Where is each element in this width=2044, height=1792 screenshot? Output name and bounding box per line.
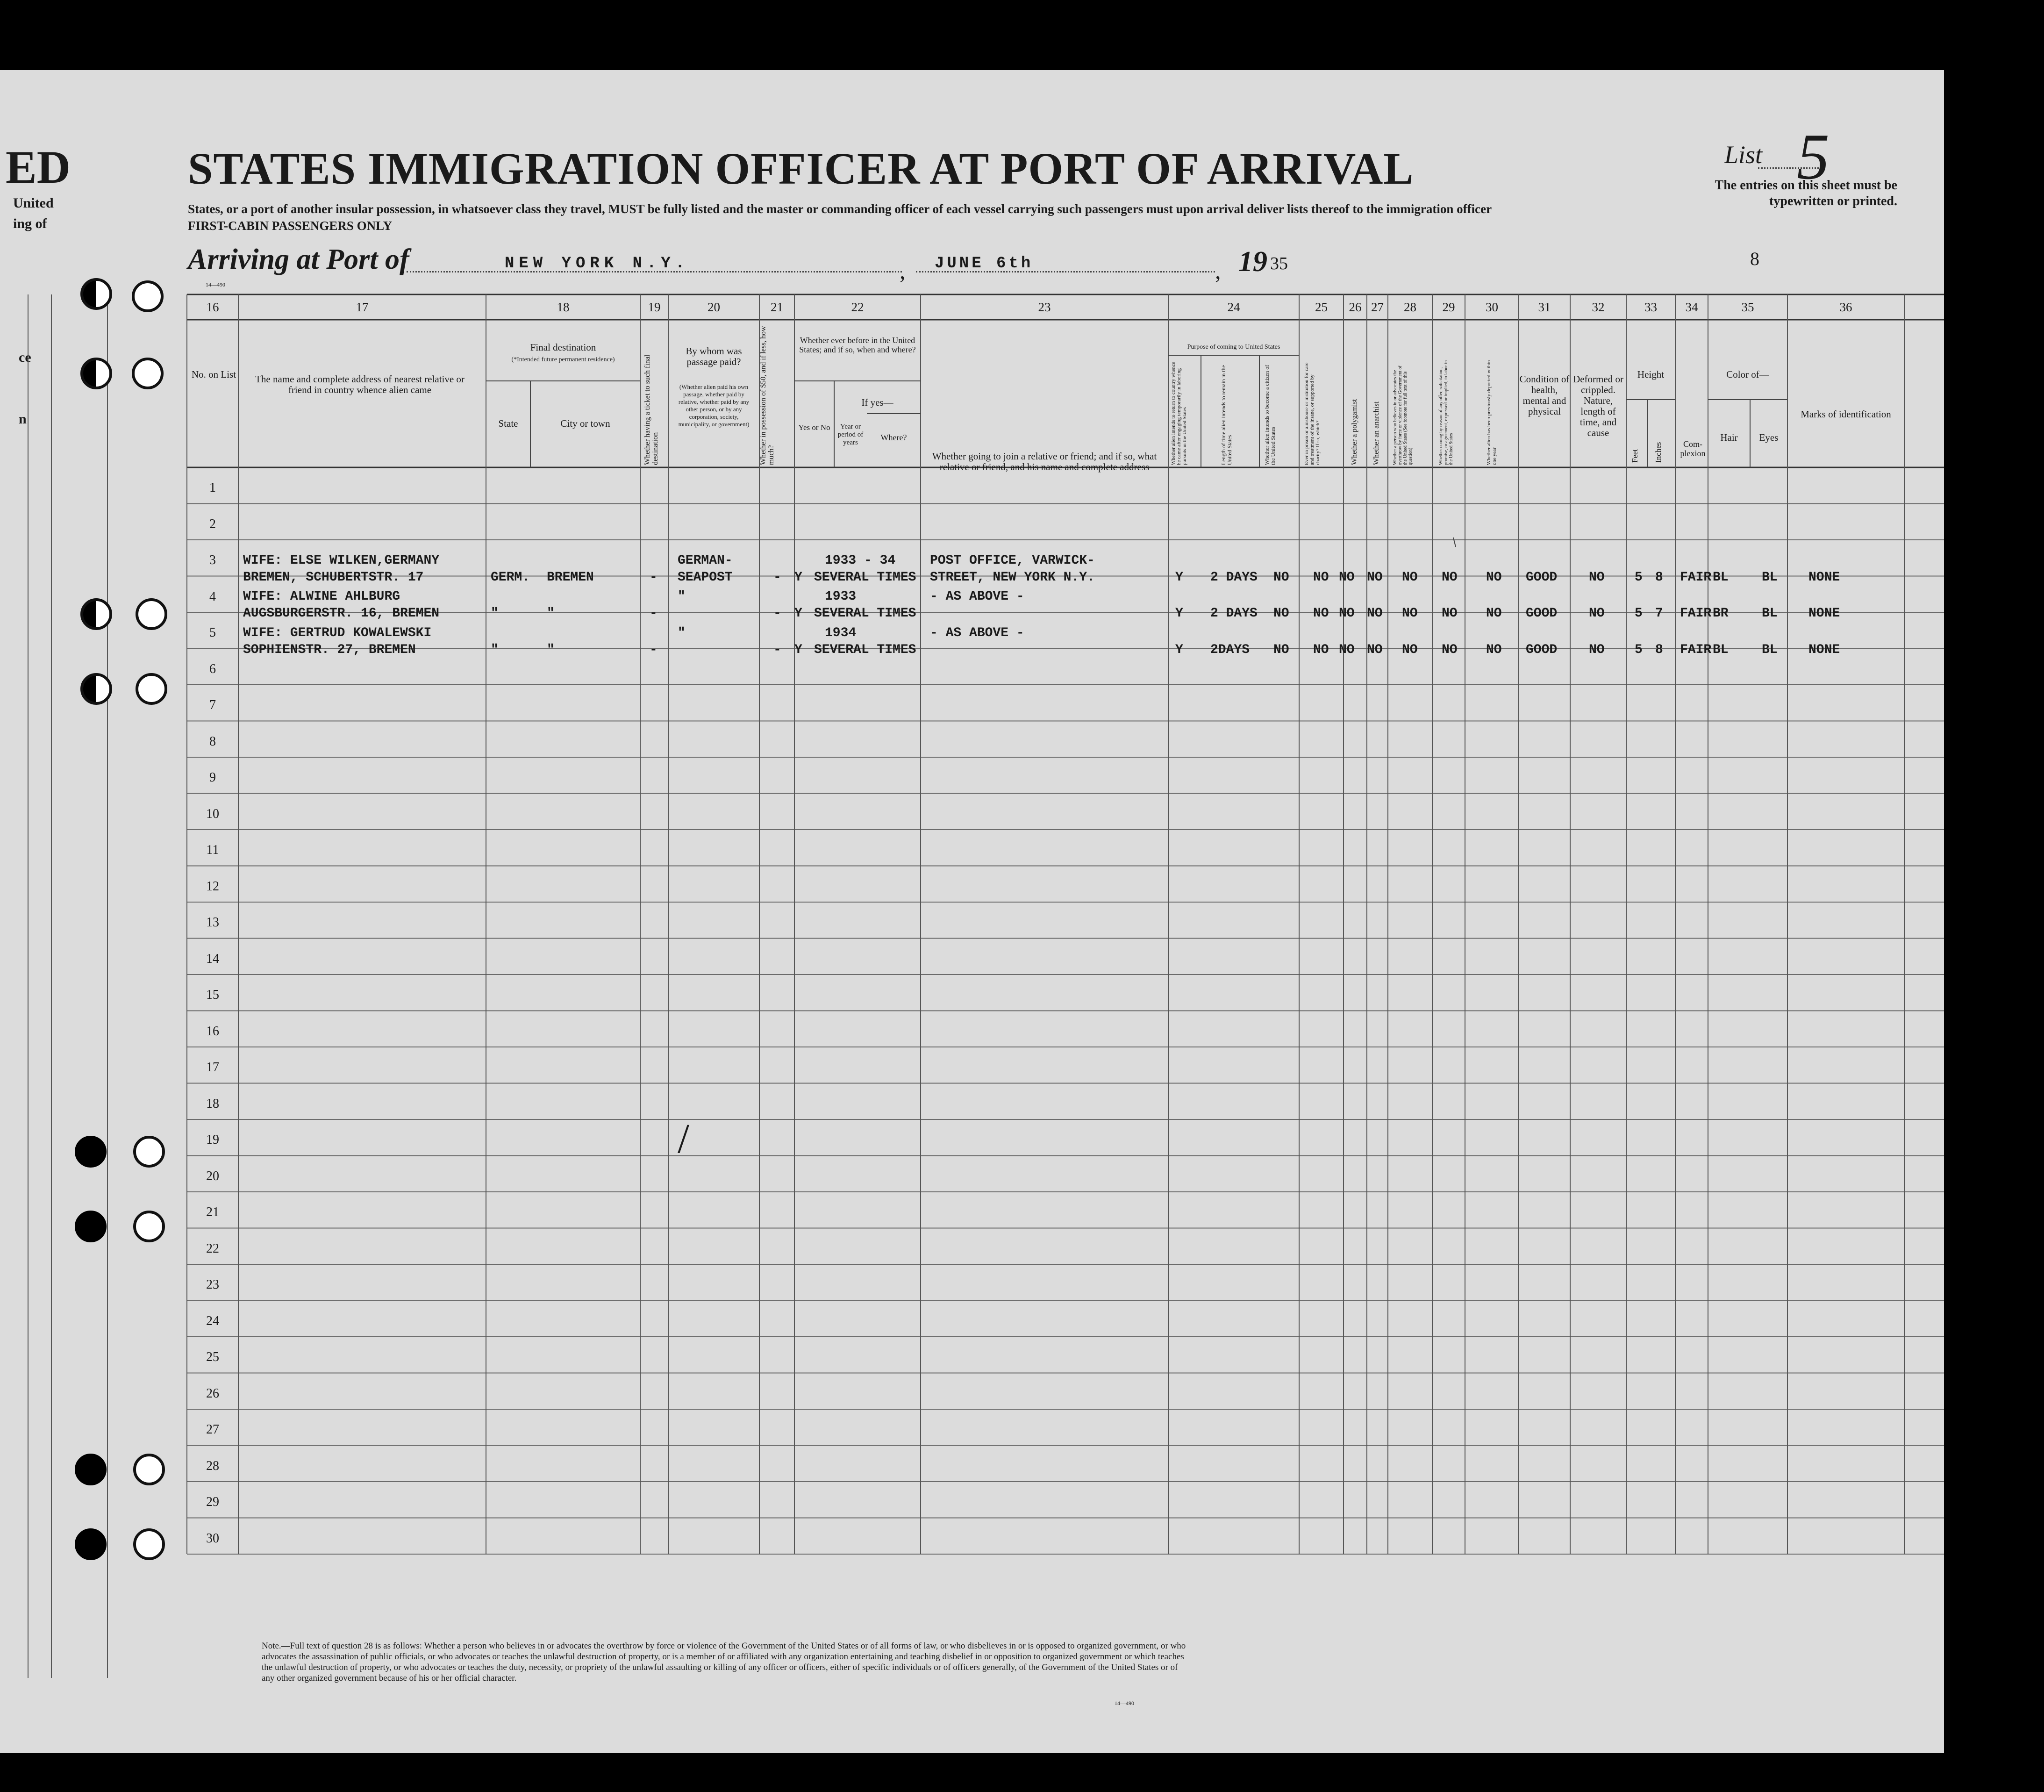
entry-marks: NONE — [1808, 570, 1840, 585]
entry-passage-paid: GERMAN- — [678, 553, 733, 568]
manifest-page — [0, 70, 1944, 1753]
entry-join-relative: - AS ABOVE - — [930, 589, 1024, 604]
row-number: 5 — [209, 625, 216, 640]
header-purpose-length: Length of time alien intends to remain in the United States — [1220, 365, 1233, 465]
column-number: 28 — [1404, 300, 1416, 314]
left-fragment-ing-of: ing of — [13, 216, 47, 231]
port-value: NEW YORK N.Y. — [505, 255, 690, 272]
header-prison: Ever in prison or almshouse or institution for care and treatment of the insane, or supported by charity? If so, which? — [1304, 362, 1321, 465]
header-yes-no: Yes or No — [798, 423, 830, 432]
row-number: 23 — [206, 1277, 219, 1292]
entry-complexion: FAIR — [1680, 606, 1712, 621]
row-number: 1 — [209, 480, 216, 495]
entry-passage-paid: " — [678, 626, 686, 640]
entry-prison: NO — [1313, 570, 1329, 585]
row-number: 18 — [206, 1096, 219, 1111]
header-passage-paid-sub: (Whether alien paid his own passage, whether paid by relative, whether paid by any other person, or by any corporation, society, municipality, or government) — [678, 383, 750, 428]
entry-ticket: - — [650, 570, 658, 585]
entry-where: SEVERAL TIMES — [814, 643, 916, 657]
entry-length-of-stay: 2 DAYS — [1210, 606, 1258, 621]
left-fragment-united: United — [13, 195, 54, 211]
entry-deported: NO — [1486, 570, 1502, 585]
header-hair: Hair — [1720, 432, 1738, 443]
column-number: 31 — [1538, 300, 1551, 314]
stray-mark: / — [678, 1116, 690, 1162]
header-final-destination: Final destination — [530, 342, 596, 353]
column-number: 25 — [1315, 300, 1328, 314]
entry-deformed: NO — [1589, 570, 1605, 585]
header-marks: Marks of identification — [1801, 409, 1891, 420]
page-title: STATES IMMIGRATION OFFICER AT PORT OF ARRIVAL — [188, 143, 1414, 194]
year-prefix: 19 — [1238, 246, 1267, 278]
row-number: 9 — [209, 770, 216, 785]
entry-money: - — [773, 606, 781, 621]
punch-hole — [133, 1454, 165, 1485]
header-purpose: Purpose of coming to United States — [1187, 344, 1280, 351]
footnote-question-28: Note.—Full text of question 28 is as follows: Whether a person who believes in or advocates the overthrow by force or violence of the Government of the United States or of all forms of law, or who disbelieves in or is opposed to organized government, or who advocates the assassination of public officials, or who advocates or teaches the unlawful destruction of property, or is a member of or affiliated with any organization entertaining and teaching disbelief in or opposition to organized government or which teaches the unlawful destruction of property, or who advocates or teaches the duty, necessity, or propriety of the unlawful assaulting or killing of any officer or officers, either of specific individuals or of officers generally, of the Government of the United States or of any other organized government because of his or her official character. — [262, 1641, 1186, 1683]
entry-eyes: BL — [1762, 606, 1778, 621]
comma-1: , — [900, 258, 906, 284]
entry-ever-before: Y — [794, 643, 802, 657]
entry-complexion: FAIR — [1680, 570, 1712, 585]
header-complexion: Com-plexion — [1680, 439, 1706, 458]
form-code-bottom: 14—490 — [1115, 1700, 1134, 1706]
entry-prison: NO — [1313, 606, 1329, 621]
entry-anarchist: NO — [1367, 570, 1383, 585]
header-join-relative: Whether going to join a relative or friend; and if so, what relative or friend, and his name and complete address — [932, 451, 1157, 473]
column-number: 17 — [356, 300, 369, 314]
entry-inches: 8 — [1655, 643, 1663, 657]
entry-city: " — [547, 643, 555, 657]
entry-length-of-stay: 2DAYS — [1210, 643, 1250, 657]
entry-polygamist: NO — [1339, 606, 1355, 621]
row-number: 19 — [206, 1133, 219, 1147]
form-code-top: 14—490 — [206, 281, 225, 288]
header-q29: Whether coming by reason of any offer, solicitation, promise, or agreement, expressed or implied, to labor in the United States — [1438, 360, 1454, 465]
entry-relative-address: AUGSBURGERSTR. 16, BREMEN — [243, 606, 440, 621]
row-number: 7 — [209, 698, 216, 712]
entry-length-of-stay: 2 DAYS — [1210, 570, 1258, 585]
entry-q29: NO — [1442, 570, 1458, 585]
entry-hair: BL — [1713, 643, 1729, 657]
header-no-on-list: No. on List — [192, 369, 236, 380]
entry-where: SEVERAL TIMES — [814, 570, 916, 585]
row-number: 26 — [206, 1386, 219, 1401]
entry-ever-before: Y — [794, 570, 802, 585]
row-number: 25 — [206, 1350, 219, 1364]
entry-passage-paid-2: SEAPOST — [678, 570, 733, 585]
header-passage-paid: By whom was passage paid? — [686, 345, 742, 367]
row-number: 4 — [209, 589, 216, 604]
header-state: State — [498, 418, 518, 429]
punch-hole — [75, 1454, 107, 1485]
row-number: 12 — [206, 879, 219, 894]
row-number: 29 — [206, 1495, 219, 1509]
entry-relative-address: SOPHIENSTR. 27, BREMEN — [243, 643, 416, 657]
date-value: JUNE 6th — [935, 255, 1034, 272]
column-number: 32 — [1592, 300, 1605, 314]
header-year-period: Year or period of years — [837, 423, 864, 446]
header-ever-before: Whether ever before in the United States; and if so, when and where? — [799, 336, 916, 354]
header-nearest-relative: The name and complete address of nearest relative or friend in country whence alien came — [255, 373, 465, 395]
column-number: 19 — [648, 300, 661, 314]
arriving-label: Arriving at Port of — [188, 244, 409, 275]
punch-hole — [80, 358, 112, 389]
row-number: 3 — [209, 553, 216, 567]
column-number: 33 — [1644, 300, 1657, 314]
header-purpose-return: Whether alien intends to return to country whence he came after engaging temporarily in laboring pursuits in the United States — [1171, 362, 1187, 465]
header-q28: Whether a person who believes in or advocates the overthrow by force or violence of the Government of the United States (See footnote for full text of this question) — [1393, 366, 1413, 465]
row-number: 28 — [206, 1458, 219, 1473]
header-eyes: Eyes — [1759, 432, 1779, 443]
entry-relative-name: WIFE: ALWINE AHLBURG — [243, 589, 400, 604]
header-height: Height — [1637, 369, 1665, 380]
entry-relative-address: BREMEN, SCHUBERTSTR. 17 — [243, 570, 424, 585]
entry-health: GOOD — [1526, 570, 1558, 585]
column-number: 35 — [1741, 300, 1754, 314]
intro-text: States, or a port of another insular possession, in whatsoever class they travel, MUST be fully listed and the master or commanding officer of each vessel carrying such passengers must upon arrival deliver lists thereof to the immigration officer — [188, 202, 1492, 216]
entry-state: GERM. — [491, 570, 530, 585]
entry-marks: NONE — [1808, 643, 1840, 657]
column-number: 29 — [1442, 300, 1455, 314]
header-feet: Feet — [1630, 449, 1639, 463]
entry-polygamist: NO — [1339, 643, 1355, 657]
header-inches: Inches — [1654, 442, 1663, 463]
entry-state: " — [491, 606, 499, 621]
entry-citizen: NO — [1273, 570, 1289, 585]
entry-relative-name: WIFE: GERTRUD KOWALEWSKI — [243, 626, 432, 640]
punch-hole — [132, 358, 164, 389]
entry-q29: NO — [1442, 606, 1458, 621]
column-number: 30 — [1486, 300, 1498, 314]
entry-relative-name: WIFE: ELSE WILKEN,GERMANY — [243, 553, 440, 568]
entry-feet: 5 — [1635, 643, 1643, 657]
entry-prison: NO — [1313, 643, 1329, 657]
list-note: The entries on this sheet must be typewritten or printed. — [1715, 178, 1897, 208]
header-color-of: Color of— — [1726, 369, 1769, 380]
entry-join-address: STREET, NEW YORK N.Y. — [930, 570, 1095, 585]
left-fragment-n: n — [19, 411, 27, 427]
entry-marks: NONE — [1808, 606, 1840, 621]
row-number: 30 — [206, 1531, 219, 1546]
entry-purpose: Y — [1175, 570, 1183, 585]
entry-ticket: - — [650, 643, 658, 657]
header-purpose-citizen: Whether alien intends to become a citizen of the United States — [1264, 365, 1276, 465]
header-health: Condition of health, mental and physical — [1519, 373, 1570, 417]
punch-hole — [136, 673, 167, 705]
row-number: 11 — [206, 843, 219, 857]
row-number: 8 — [209, 734, 216, 749]
row-number: 17 — [206, 1060, 219, 1075]
entry-year: 1934 — [825, 626, 857, 640]
entry-state: " — [491, 643, 499, 657]
entry-inches: 7 — [1655, 606, 1663, 621]
header-final-destination-sub: (*Intended future permanent residence) — [511, 356, 615, 363]
punch-hole — [75, 1528, 107, 1560]
column-number: 36 — [1839, 300, 1852, 314]
entry-q28: NO — [1402, 643, 1418, 657]
entry-hair: BL — [1713, 570, 1729, 585]
header-ticket: Whether having a ticket to such final destination — [643, 354, 659, 465]
row-number: 20 — [206, 1168, 219, 1183]
row-number: 13 — [206, 915, 219, 930]
entry-money: - — [773, 643, 781, 657]
sheet-number: 8 — [1750, 248, 1759, 269]
entry-where: SEVERAL TIMES — [814, 606, 916, 621]
list-label: List — [1724, 141, 1763, 169]
punch-hole — [80, 673, 112, 705]
entry-inches: 8 — [1655, 570, 1663, 585]
punch-hole — [133, 1528, 165, 1560]
entry-citizen: NO — [1273, 643, 1289, 657]
row-number: 15 — [206, 988, 219, 1002]
column-number: 21 — [771, 300, 783, 314]
header-polygamist: Whether a polygamist — [1351, 399, 1358, 465]
first-cabin-label: FIRST-CABIN PASSENGERS ONLY — [188, 219, 393, 233]
entry-deported: NO — [1486, 643, 1502, 657]
entry-deported: NO — [1486, 606, 1502, 621]
entry-q28: NO — [1402, 606, 1418, 621]
punch-hole — [75, 1211, 107, 1242]
entry-city: BREMEN — [547, 570, 594, 585]
punch-hole — [136, 598, 167, 630]
column-number: 16 — [206, 300, 219, 314]
left-fragment-ed: ED — [6, 141, 71, 193]
row-number: 22 — [206, 1241, 219, 1256]
header-deformed: Deformed or crippled. Nature, length of time, and cause — [1573, 373, 1623, 438]
row-number: 27 — [206, 1422, 219, 1437]
entry-q29: NO — [1442, 643, 1458, 657]
entry-eyes: BL — [1762, 643, 1778, 657]
punch-hole — [80, 278, 112, 310]
entry-passage-paid: " — [678, 589, 686, 604]
column-number: 18 — [557, 300, 570, 314]
row-number: 21 — [206, 1205, 219, 1219]
column-number: 24 — [1227, 300, 1240, 314]
entry-ever-before: Y — [794, 606, 802, 621]
entry-feet: 5 — [1635, 570, 1643, 585]
entry-deformed: NO — [1589, 643, 1605, 657]
entry-purpose: Y — [1175, 643, 1183, 657]
column-number: 22 — [851, 300, 864, 314]
table-grid — [0, 70, 1944, 1753]
header-city: City or town — [560, 418, 610, 429]
row-number: 24 — [206, 1313, 219, 1328]
header-money: Whether in possession of $50, and if less, how much? — [759, 326, 775, 465]
entry-ticket: - — [650, 606, 658, 621]
row-number: 10 — [206, 806, 219, 821]
punch-hole — [133, 1136, 165, 1168]
column-number: 23 — [1038, 300, 1051, 314]
entry-feet: 5 — [1635, 606, 1643, 621]
punch-hole — [80, 598, 112, 630]
header-if-yes: If yes— — [861, 397, 893, 408]
punch-hole — [75, 1136, 107, 1168]
row-number: 14 — [206, 951, 219, 966]
header-deported: Whether alien has been previously deported within one year — [1486, 360, 1497, 465]
entry-join-relative: POST OFFICE, VARWICK- — [930, 553, 1095, 568]
entry-health: GOOD — [1526, 643, 1558, 657]
column-number: 27 — [1371, 300, 1384, 314]
entry-complexion: FAIR — [1680, 643, 1712, 657]
entry-health: GOOD — [1526, 606, 1558, 621]
year-suffix: 35 — [1270, 254, 1288, 273]
entry-year: 1933 — [825, 589, 857, 604]
row-number: 16 — [206, 1024, 219, 1039]
comma-2: , — [1215, 258, 1221, 284]
row-number: 6 — [209, 661, 216, 676]
entry-money: - — [773, 570, 781, 585]
entry-year: 1933 - 34 — [825, 553, 896, 568]
entry-deformed: NO — [1589, 606, 1605, 621]
column-number: 34 — [1685, 300, 1698, 314]
header-where: Where? — [880, 433, 907, 442]
entry-join-relative: - AS ABOVE - — [930, 626, 1024, 640]
entry-city: " — [547, 606, 555, 621]
entry-anarchist: NO — [1367, 606, 1383, 621]
punch-hole — [133, 1211, 165, 1242]
entry-polygamist: NO — [1339, 570, 1355, 585]
column-number: 26 — [1349, 300, 1362, 314]
entry-anarchist: NO — [1367, 643, 1383, 657]
punch-hole — [132, 280, 164, 312]
list-number: 5 — [1797, 121, 1830, 193]
entry-eyes: BL — [1762, 570, 1778, 585]
entry-hair: BR — [1713, 606, 1729, 621]
left-fragment-ce: ce — [19, 350, 31, 365]
row-number: 2 — [209, 516, 216, 531]
entry-citizen: NO — [1273, 606, 1289, 621]
entry-q28: NO — [1402, 570, 1418, 585]
header-anarchist: Whether an anarchist — [1372, 401, 1380, 465]
entry-purpose: Y — [1175, 606, 1183, 621]
column-number: 20 — [708, 300, 720, 314]
